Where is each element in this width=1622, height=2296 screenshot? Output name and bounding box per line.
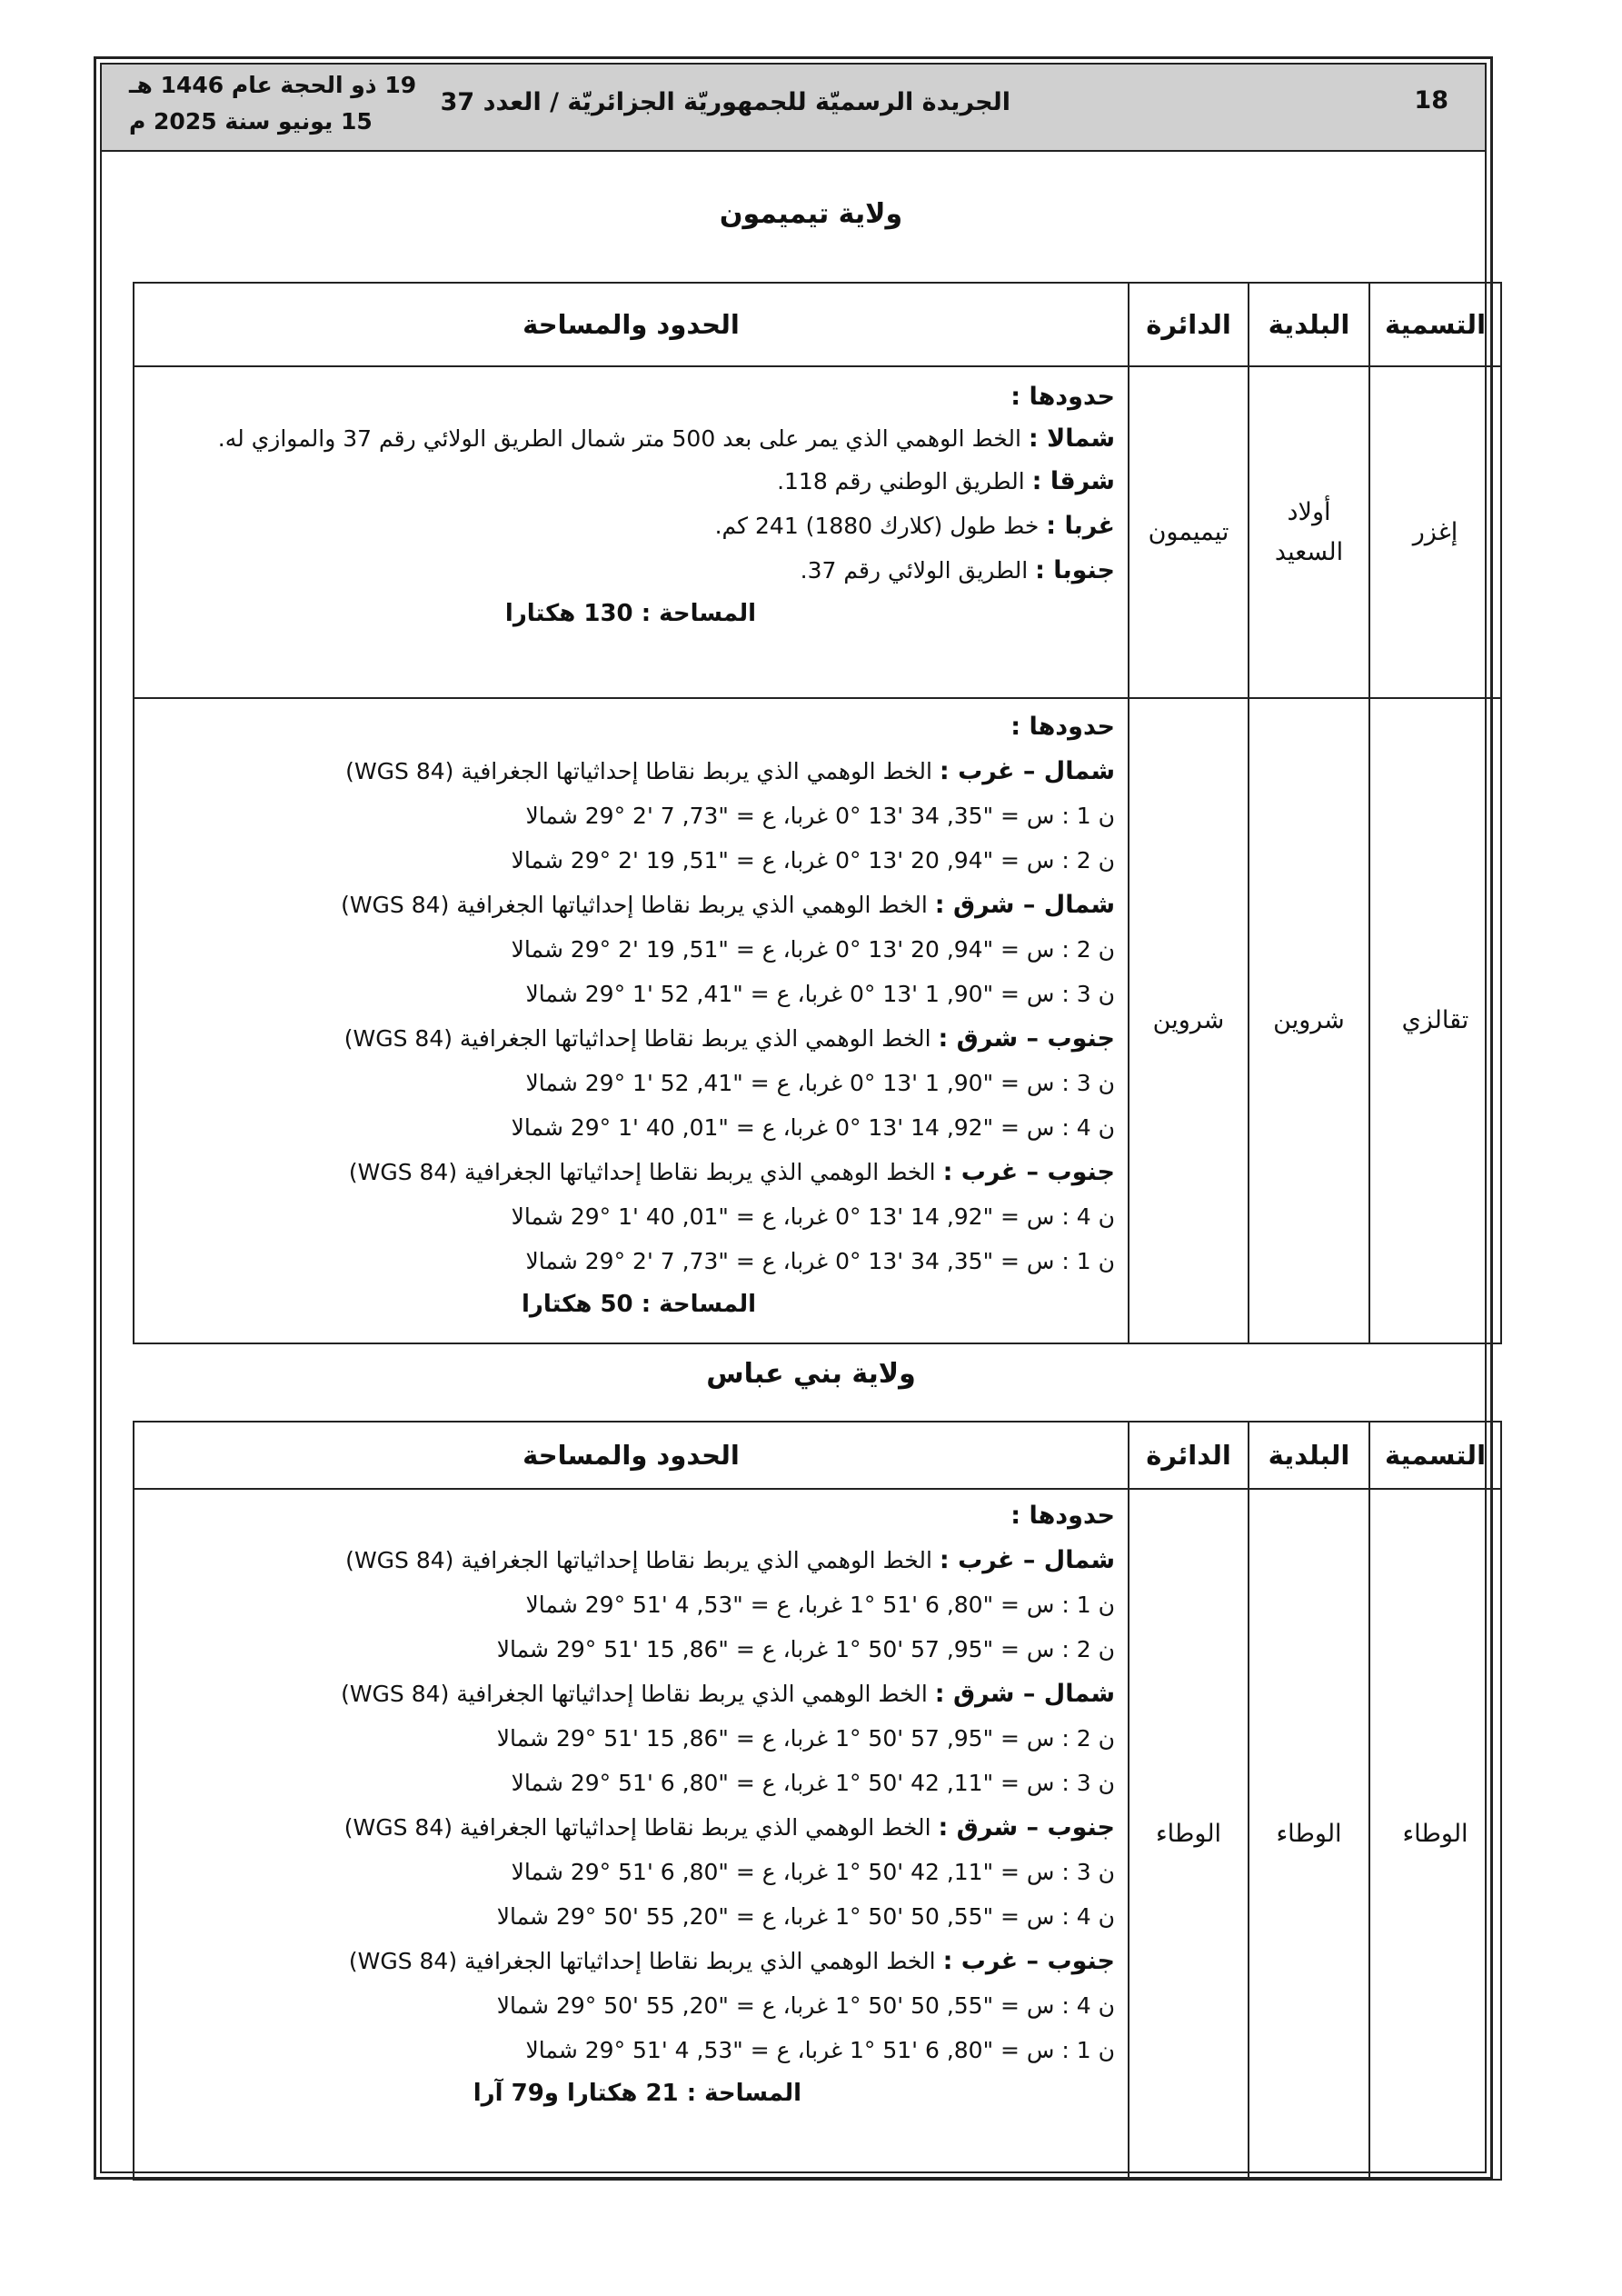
coordinate-line: ن 1 : س = "80, 6 '51 °1 غربا، ع = "53, 4 '51 °29 شمالا: [525, 1592, 1115, 1618]
coordinate-line: ن 4 : س = "92, 14 '13 °0 غربا، ع = "01, 40 '1 °29 شمالا: [511, 1203, 1115, 1230]
coordinate-line: ن 1 : س = "80, 6 '51 °1 غربا، ع = "53, 4 '51 °29 شمالا: [525, 2037, 1115, 2063]
section-title-timimoun: ولاية تيميمون: [719, 198, 903, 230]
cell-name: تقالزي: [1369, 698, 1501, 1343]
cell-daira: تيميمون: [1129, 366, 1249, 698]
col-header-bounds: الحدود والمساحة: [134, 283, 1129, 366]
page-number: 18: [1414, 86, 1448, 115]
coordinate-line: ن 3 : س = "90, 1 '13 °0 غربا، ع = "41, 52 '1 °29 شمالا: [525, 1070, 1115, 1096]
bound-east: شرقا : الطريق الوطني رقم 118.: [777, 467, 1115, 495]
coordinate-line: ن 2 : س = "94, 20 '13 °0 غربا، ع = "51, 19 '2 °29 شمالا: [511, 847, 1115, 873]
cell-daira: شروين: [1129, 698, 1249, 1343]
cell-bounds: [134, 366, 1129, 698]
col-header-daira: الدائرة: [1129, 283, 1249, 366]
coordinate-line: ن 2 : س = "94, 20 '13 °0 غربا، ع = "51, 19 '2 °29 شمالا: [511, 936, 1115, 963]
coordinate-line: ن 4 : س = "92, 14 '13 °0 غربا، ع = "01, 40 '1 °29 شمالا: [511, 1114, 1115, 1141]
area-total: المساحة : 21 هكتارا و79 آرا: [473, 2080, 801, 2107]
col-header-bounds: الحدود والمساحة: [134, 1422, 1129, 1489]
coordinate-line: ن 2 : س = "95, 57 '50 °1 غربا، ع = "86, 15 '51 °29 شمالا: [496, 1725, 1115, 1752]
bound-north-west: شمال – غرب : الخط الوهمي الذي يربط نقاطا إحداثياتها الجغرافية (WGS 84): [345, 1546, 1115, 1574]
date-gregorian: 15 يونيو سنة 2025 م: [129, 108, 373, 135]
cell-bounds: [134, 1489, 1129, 2180]
bound-south-east: جنوب – شرق : الخط الوهمي الذي يربط نقاطا إحداثياتها الجغرافية (WGS 84): [343, 1024, 1115, 1053]
cell-name: إغزر: [1369, 366, 1501, 698]
cell-municipality: شروين: [1249, 698, 1369, 1343]
bounds-heading: حدودها :: [1010, 713, 1115, 741]
bound-south-west: جنوب – غرب : الخط الوهمي الذي يربط نقاطا إحداثياتها الجغرافية (WGS 84): [348, 1158, 1115, 1186]
coordinate-line: ن 1 : س = "35, 34 '13 °0 غربا، ع = "73, 7 '2 °29 شمالا: [525, 1248, 1115, 1274]
bounds-heading: حدودها :: [1010, 1502, 1115, 1530]
coordinate-line: ن 3 : س = "90, 1 '13 °0 غربا، ع = "41, 52 '1 °29 شمالا: [525, 981, 1115, 1007]
coordinate-line: ن 1 : س = "35, 34 '13 °0 غربا، ع = "73, 7 '2 °29 شمالا: [525, 803, 1115, 829]
table-header-row: [134, 1422, 1501, 1489]
bound-north-east: شمال – شرق : الخط الوهمي الذي يربط نقاطا إحداثياتها الجغرافية (WGS 84): [341, 1680, 1115, 1708]
table-row: [134, 366, 1501, 698]
bounds-heading: حدودها :: [1010, 383, 1115, 411]
cell-bounds: [134, 698, 1129, 1343]
bound-south: جنوبا : الطريق الولائي رقم 37.: [800, 556, 1115, 584]
bound-north: شمالا : الخط الوهمي الذي يمر على بعد 500 متر شمال الطريق الولائي رقم 37 والموازي له.: [217, 424, 1115, 453]
coordinate-line: ن 4 : س = "55, 50 '50 °1 غربا، ع = "20, 55 '50 °29 شمالا: [496, 1903, 1115, 1930]
cell-municipality: الوطاء: [1249, 1489, 1369, 2180]
page-header: [102, 65, 1485, 152]
coordinate-line: ن 4 : س = "55, 50 '50 °1 غربا، ع = "20, 55 '50 °29 شمالا: [496, 1992, 1115, 2019]
cell-name: الوطاء: [1369, 1489, 1501, 2180]
col-header-municipality: البلدية: [1249, 1422, 1369, 1489]
bound-south-east: جنوب – شرق : الخط الوهمي الذي يربط نقاطا إحداثياتها الجغرافية (WGS 84): [343, 1813, 1115, 1842]
bound-north-west: شمال – غرب : الخط الوهمي الذي يربط نقاطا إحداثياتها الجغرافية (WGS 84): [345, 757, 1115, 785]
bound-west: غربا : خط طول (كلارك 1880) 241 كم.: [714, 512, 1115, 540]
coordinate-line: ن 3 : س = "11, 42 '50 °1 غربا، ع = "80, 6 '51 °29 شمالا: [511, 1770, 1115, 1796]
bound-north-east: شمال – شرق : الخط الوهمي الذي يربط نقاطا إحداثياتها الجغرافية (WGS 84): [341, 891, 1115, 919]
col-header-name: التسمية: [1369, 1422, 1501, 1489]
date-hijri: 19 ذو الحجة عام 1446 هـ: [129, 72, 417, 98]
table-row: [134, 698, 1501, 1343]
table-row: [134, 1489, 1501, 2180]
col-header-daira: الدائرة: [1129, 1422, 1249, 1489]
journal-title: الجريدة الرسميّة للجمهوريّة الجزائريّة / العدد 37: [440, 88, 1010, 116]
coordinate-line: ن 3 : س = "11, 42 '50 °1 غربا، ع = "80, 6 '51 °29 شمالا: [511, 1859, 1115, 1885]
area-total: المساحة : 130 هكتارا: [504, 600, 756, 627]
table-timimoun: [133, 282, 1502, 1344]
area-total: المساحة : 50 هكتارا: [522, 1291, 756, 1318]
cell-municipality: أولاد السعيد: [1249, 366, 1369, 698]
section-title-beni-abbes: ولاية بني عباس: [706, 1358, 916, 1390]
bound-south-west: جنوب – غرب : الخط الوهمي الذي يربط نقاطا إحداثياتها الجغرافية (WGS 84): [348, 1947, 1115, 1975]
cell-daira: الوطاء: [1129, 1489, 1249, 2180]
col-header-municipality: البلدية: [1249, 283, 1369, 366]
col-header-name: التسمية: [1369, 283, 1501, 366]
table-beni-abbes: [133, 1421, 1502, 2181]
coordinate-line: ن 2 : س = "95, 57 '50 °1 غربا، ع = "86, 15 '51 °29 شمالا: [496, 1636, 1115, 1662]
table-header-row: [134, 283, 1501, 366]
